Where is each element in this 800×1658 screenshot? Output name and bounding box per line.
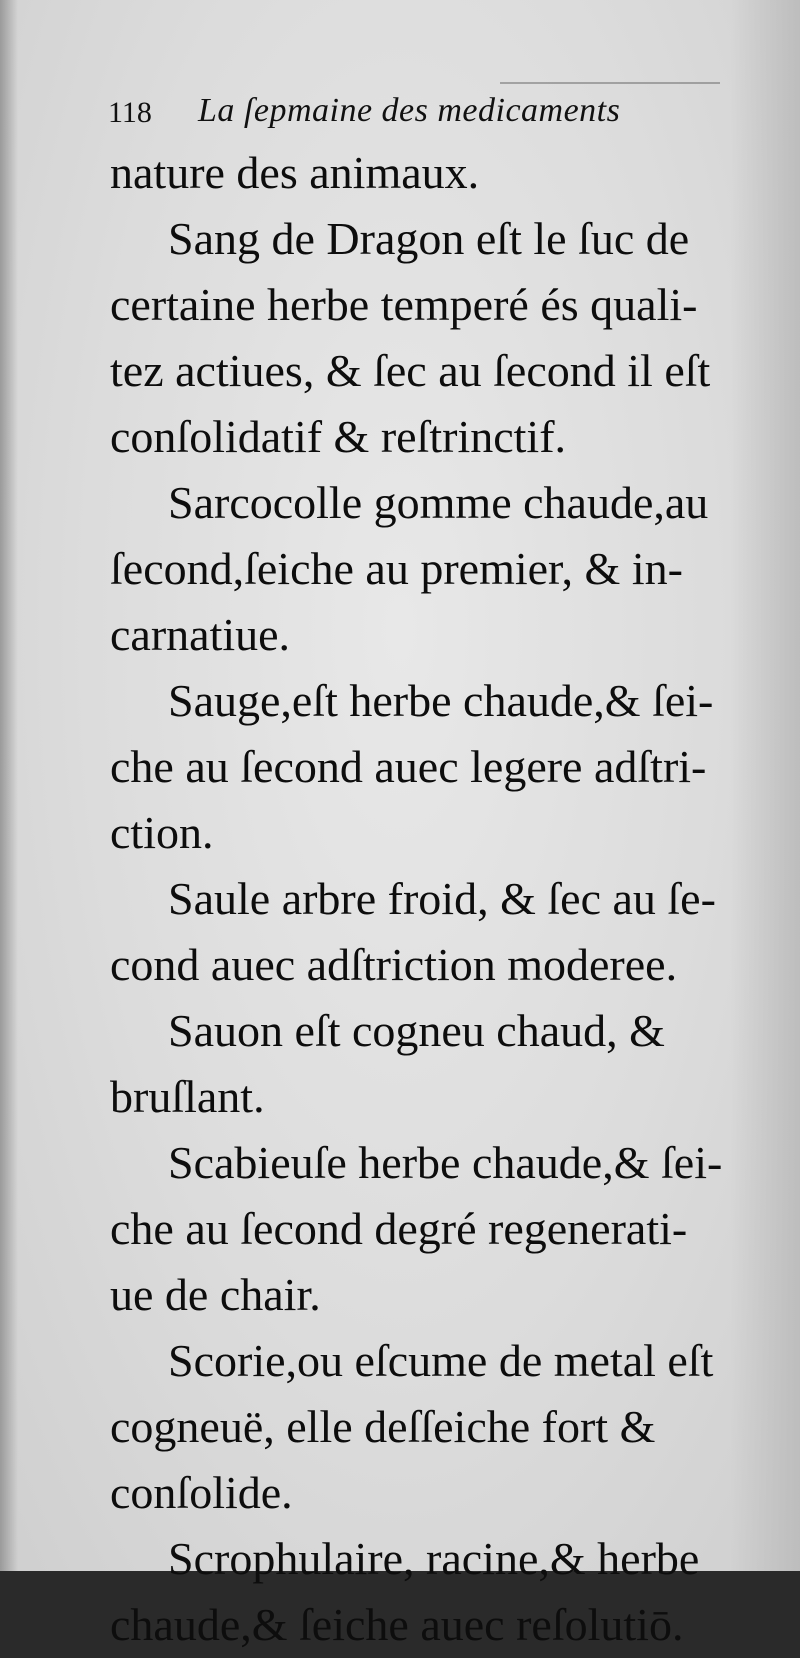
text-line: Saule arbre froid, & ſec au ſe- [168,873,716,924]
text-line: chaude,& ſeiche auec reſolutiō. [110,1599,684,1650]
text-line: Sarcocolle gomme chaude,au [168,477,709,528]
text-line: nature des animaux. [110,147,480,198]
text-line: certaine herbe temperé és quali- [110,279,698,330]
text-line: Scorie,ou eſcume de metal eſt [168,1335,714,1386]
text-line: ction. [110,807,214,858]
header-rule [500,82,720,84]
text-line: ue de chair. [110,1269,321,1320]
text-line: cond auec adſtriction moderee. [110,939,678,990]
running-title: La ſepmaine des medicaments [198,92,621,129]
page-header [108,92,748,140]
page-number: 118 [108,96,152,129]
text-line: carnatiue. [110,609,291,660]
text-line: che au ſecond degré regenerati- [110,1203,688,1254]
text-line: conſolidatif & reſtrinctif. [110,411,567,462]
text-line: cogneuë, elle deſſeiche fort & [110,1401,656,1452]
text-line: tez actiues, & ſec au ſecond il eſt [110,345,711,396]
text-line: Scrophulaire, racine,& herbe [168,1533,700,1584]
text-line: Scabieuſe herbe chaude,& ſei- [168,1137,723,1188]
text-line: conſolide. [110,1467,293,1518]
text-line: bruſlant. [110,1071,265,1122]
text-line: Sauon eſt cogneu chaud, & [168,1005,665,1056]
text-line: Sang de Dragon eſt le ſuc de [168,213,690,264]
text-line: che au ſecond auec legere adſtri- [110,741,707,792]
text-line: Sauge,eſt herbe chaude,& ſei- [168,675,714,726]
text-line: ſecond,ſeiche au premier, & in- [110,543,683,594]
